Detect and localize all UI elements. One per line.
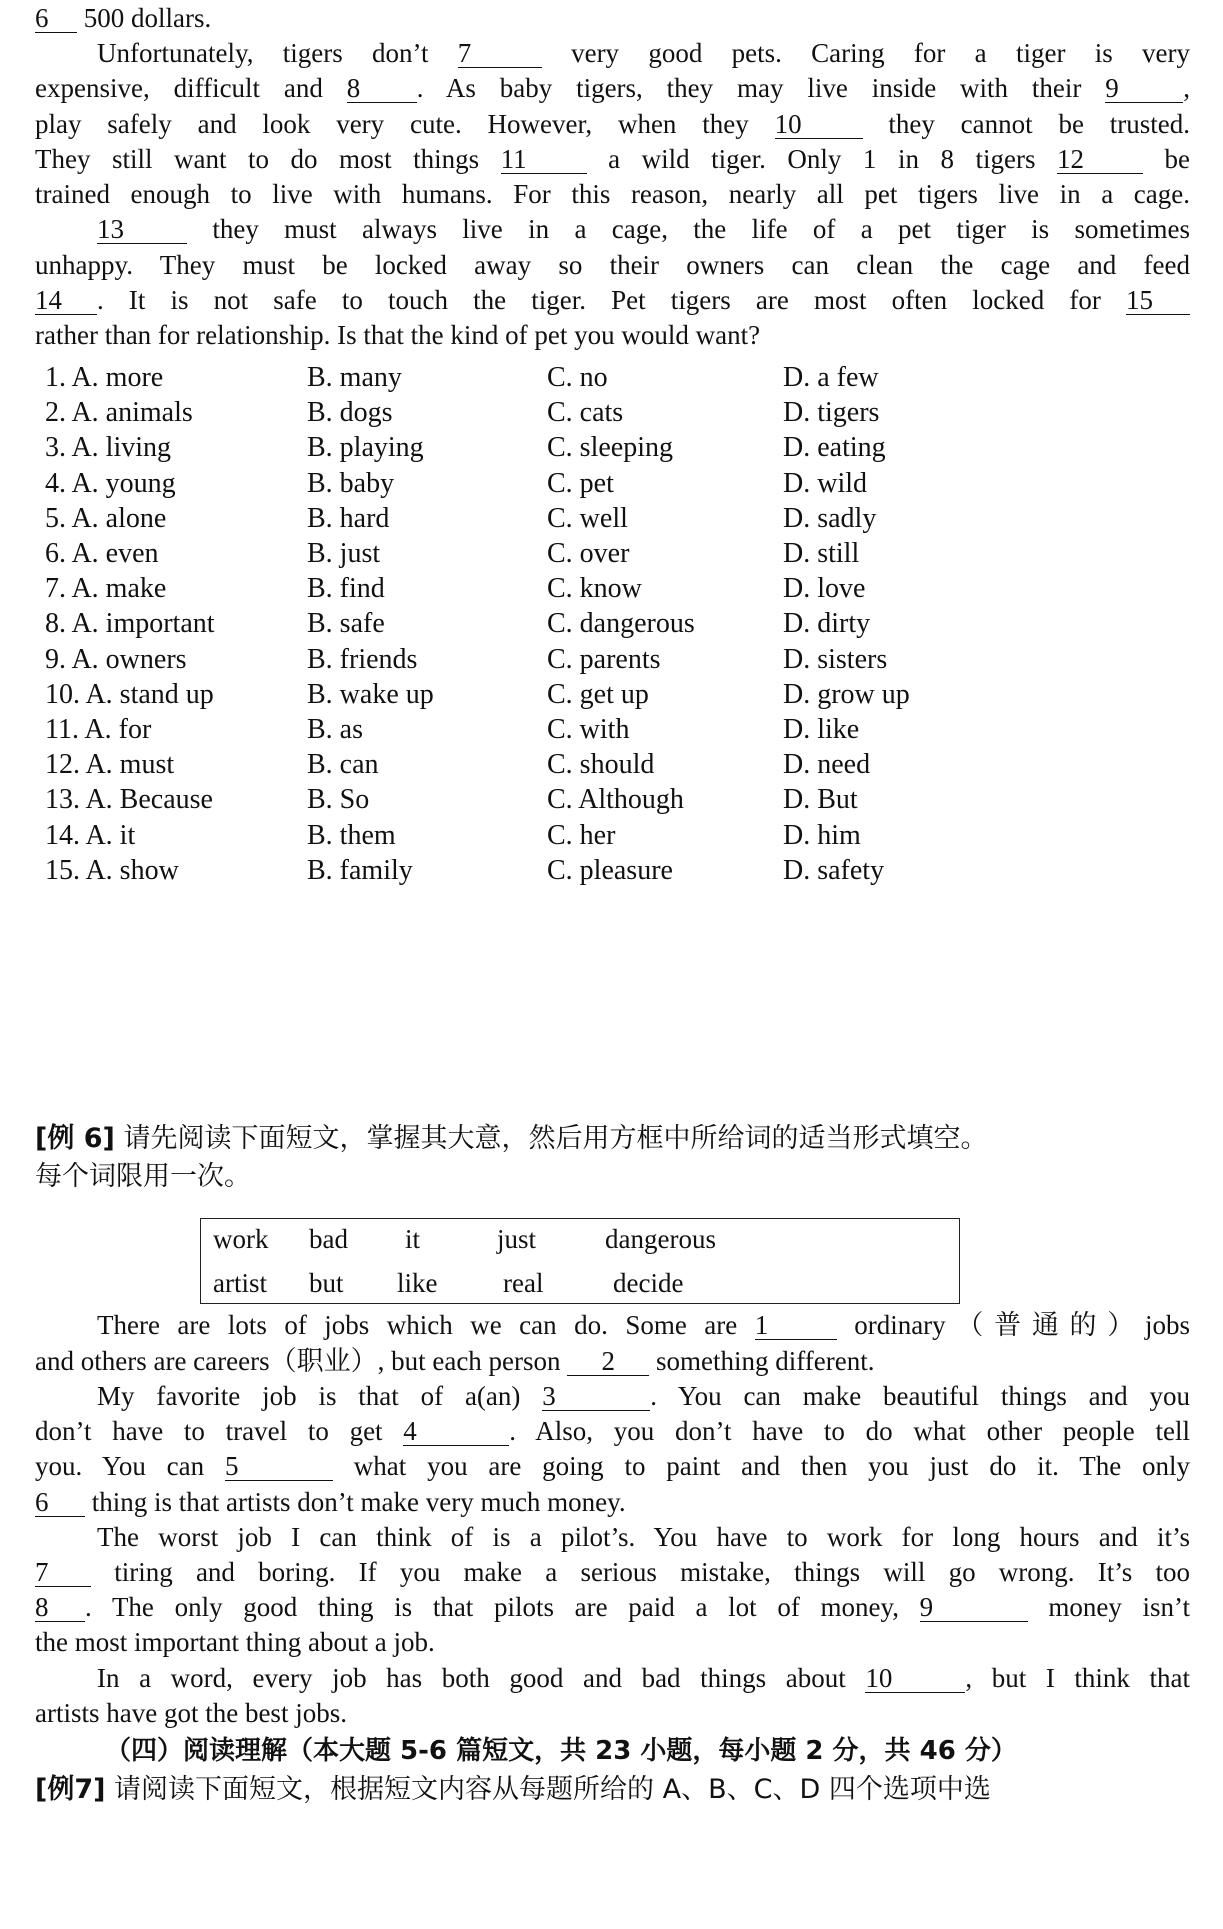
option-q1-b[interactable]: B. many (307, 362, 402, 393)
option-q10-c[interactable]: C. get up (547, 678, 649, 710)
option-q14-c[interactable]: C. her (547, 819, 616, 851)
word-artist: artist (213, 1268, 267, 1298)
option-q5-b[interactable]: B. hard (307, 502, 390, 534)
passage2-line-9: the most important thing about a job. (35, 1627, 435, 1657)
section-4-heading: （四）阅读理解（本大题 5-6 篇短文，共 23 小题，每小题 2 分，共 46 分） (105, 1736, 1017, 1766)
option-q11-c[interactable]: C. with (547, 714, 630, 745)
passage2-line-0: There are lots of jobs which we can do. Some are 1 ordinary（普通的）jobs (97, 1310, 1190, 1340)
option-q1-a[interactable]: 1. A. more (45, 362, 164, 393)
option-q15-b[interactable]: B. family (307, 854, 413, 886)
blank-6[interactable]: 6 (35, 4, 77, 33)
option-q3-c[interactable]: C. sleeping (547, 432, 673, 464)
option-q8-a[interactable]: 8. A. important (45, 608, 215, 640)
option-q2-d[interactable]: D. tigers (783, 397, 880, 429)
option-q11-a[interactable]: 11. A. for (45, 714, 152, 745)
option-q5-c[interactable]: C. well (547, 502, 628, 534)
passage2-line-11: artists have got the best jobs. (35, 1698, 347, 1728)
option-q5-d[interactable]: D. sadly (783, 502, 877, 534)
option-q14-a[interactable]: 14. A. it (45, 819, 136, 851)
option-q2-a[interactable]: 2. A. animals (45, 397, 193, 429)
option-q5-a[interactable]: 5. A. alone (45, 502, 167, 534)
blank-15[interactable]: 15 (1126, 286, 1190, 315)
passage1-line-0: 6 500 dollars. (35, 3, 212, 33)
option-q2-b[interactable]: B. dogs (307, 397, 393, 429)
blank-8[interactable]: 8 (347, 74, 417, 103)
blank-p2-1[interactable]: 1 (755, 1311, 837, 1340)
passage2-line-3: don’t have to travel to get 4 . Also, you don’t have to do what other people tell (35, 1416, 1190, 1446)
option-q9-a[interactable]: 9. A. owners (45, 643, 187, 675)
option-q4-d[interactable]: D. wild (783, 467, 867, 499)
option-q4-b[interactable]: B. baby (307, 467, 395, 499)
option-q13-b[interactable]: B. So (307, 784, 370, 816)
option-q10-b[interactable]: B. wake up (307, 678, 434, 710)
blank-p2-2[interactable]: 2 (567, 1347, 649, 1376)
word-just: just (497, 1224, 537, 1254)
option-q9-c[interactable]: C. parents (547, 643, 661, 675)
option-q15-a[interactable]: 15. A. show (45, 854, 179, 886)
option-q7-b[interactable]: B. find (307, 573, 385, 605)
option-q4-a[interactable]: 4. A. young (45, 467, 176, 499)
blank-13[interactable]: 13 (97, 215, 187, 244)
passage1-line-9: rather than for relationship. Is that the kind of pet you would want? (35, 320, 761, 350)
blank-p2-5[interactable]: 5 (225, 1452, 333, 1481)
option-q13-c[interactable]: C. Although (547, 784, 684, 816)
passage1-line-5: trained enough to live with humans. For this reason, nearly all pet tigers live in a cage. (35, 179, 1190, 209)
option-q15-c[interactable]: C. pleasure (547, 854, 673, 886)
blank-p2-7[interactable]: 7 (35, 1558, 91, 1587)
passage2-line-10: In a word, every job has both good and bad things about 10 , but I think that (97, 1663, 1190, 1693)
option-q7-d[interactable]: D. love (783, 573, 866, 605)
option-q6-d[interactable]: D. still (783, 538, 860, 569)
passage2-line-7: 7 tiring and boring. If you make a serious mistake, things will go wrong. It’s too (35, 1557, 1190, 1587)
blank-9[interactable]: 9 (1105, 74, 1183, 103)
option-q6-c[interactable]: C. over (547, 538, 630, 569)
blank-p2-8[interactable]: 8 (35, 1593, 85, 1622)
option-q14-d[interactable]: D. him (783, 819, 861, 851)
word-like: like (397, 1268, 438, 1298)
passage2-line-1: and others are careers（职业）, but each person 2 something different. (35, 1346, 875, 1376)
blank-7[interactable]: 7 (458, 39, 542, 68)
option-q13-d[interactable]: D. But (783, 784, 858, 816)
word-box (200, 1218, 960, 1304)
word-bad: bad (309, 1224, 348, 1254)
example7-instruction: [例7] 请阅读下面短文，根据短文内容从每题所给的 A、B、C、D 四个选项中选 (35, 1774, 991, 1805)
word-real: real (503, 1268, 544, 1298)
passage1-line-4: They still want to do most things 11 a wild tiger. Only 1 in 8 tigers 12 be (35, 144, 1191, 174)
option-q6-b[interactable]: B. just (307, 538, 381, 569)
option-q8-c[interactable]: C. dangerous (547, 608, 695, 640)
option-q15-d[interactable]: D. safety (783, 854, 885, 886)
blank-14[interactable]: 14 (35, 286, 97, 315)
option-q3-b[interactable]: B. playing (307, 432, 424, 464)
option-q9-b[interactable]: B. friends (307, 643, 418, 675)
passage2-line-2: My favorite job is that of a(an) 3 . You can make beautiful things and you (97, 1381, 1190, 1411)
passage2-line-8: 8 . The only good thing is that pilots are paid a lot of money, 9 money isn’t (35, 1592, 1191, 1622)
option-q7-c[interactable]: C. know (547, 573, 642, 605)
option-q12-d[interactable]: D. need (783, 749, 871, 781)
blank-10[interactable]: 10 (775, 110, 863, 139)
option-q3-d[interactable]: D. eating (783, 432, 886, 464)
passage1-line-1: Unfortunately, tigers don’t 7 very good pets. Caring for a tiger is very (97, 38, 1190, 68)
option-q1-d[interactable]: D. a few (783, 362, 879, 393)
option-q3-a[interactable]: 3. A. living (45, 432, 172, 464)
option-q13-a[interactable]: 13. A. Because (45, 784, 213, 816)
passage1-line-8: 14 . It is not safe to touch the tiger. Pet tigers are most often locked for 15 (35, 282, 1190, 318)
blank-p2-3[interactable]: 3 (542, 1382, 650, 1411)
option-q10-a[interactable]: 10. A. stand up (45, 678, 214, 710)
blank-12[interactable]: 12 (1057, 145, 1143, 174)
word-work: work (213, 1224, 269, 1254)
option-q12-c[interactable]: C. should (547, 749, 655, 781)
option-q1-c[interactable]: C. no (547, 362, 608, 393)
passage1-line-3: play safely and look very cute. However, when they 10 they cannot be trusted. (35, 109, 1190, 139)
option-q4-c[interactable]: C. pet (547, 467, 614, 499)
passage2-line-4: you. You can 5 what you are going to paint and then you just do it. The only (35, 1451, 1190, 1481)
passage1-line-7: unhappy. They must be locked away so their owners can clean the cage and feed (35, 250, 1190, 280)
passage2-line-5: 6 thing is that artists don’t make very much money. (35, 1487, 626, 1517)
option-q12-b[interactable]: B. can (307, 749, 379, 781)
blank-p2-9[interactable]: 9 (920, 1593, 1028, 1622)
option-q9-d[interactable]: D. sisters (783, 643, 888, 675)
option-q7-a[interactable]: 7. A. make (45, 573, 167, 605)
option-q11-d[interactable]: D. like (783, 714, 860, 745)
option-q10-d[interactable]: D. grow up (783, 678, 910, 710)
example6-instruction-2: 每个词限用一次。 (35, 1161, 251, 1192)
passage1-line-6: 13 they must always live in a cage, the life of a pet tiger is sometimes (97, 214, 1190, 244)
blank-p2-10[interactable]: 10 (865, 1664, 965, 1693)
option-q11-b[interactable]: B. as (307, 714, 363, 745)
option-q6-a[interactable]: 6. A. even (45, 538, 159, 569)
word-it: it (405, 1224, 421, 1254)
example6-instruction: [例 6] 请先阅读下面短文，掌握其大意，然后用方框中所给词的适当形式填空。 (35, 1123, 988, 1154)
option-q14-b[interactable]: B. them (307, 819, 396, 851)
word-decide: decide (613, 1268, 684, 1298)
blank-p2-4[interactable]: 4 (403, 1417, 509, 1446)
word-but: but (309, 1268, 344, 1298)
option-q8-d[interactable]: D. dirty (783, 608, 871, 640)
option-q2-c[interactable]: C. cats (547, 397, 624, 429)
passage2-line-6: The worst job I can think of is a pilot’s. You have to work for long hours and it’s (97, 1522, 1190, 1552)
option-q12-a[interactable]: 12. A. must (45, 749, 175, 781)
word-dangerous: dangerous (605, 1224, 716, 1254)
option-q8-b[interactable]: B. safe (307, 608, 385, 640)
passage1-line-2: expensive, difficult and 8 . As baby tigers, they may live inside with their 9 , (35, 73, 1190, 103)
blank-p2-6[interactable]: 6 (35, 1488, 85, 1517)
blank-11[interactable]: 11 (501, 145, 587, 174)
